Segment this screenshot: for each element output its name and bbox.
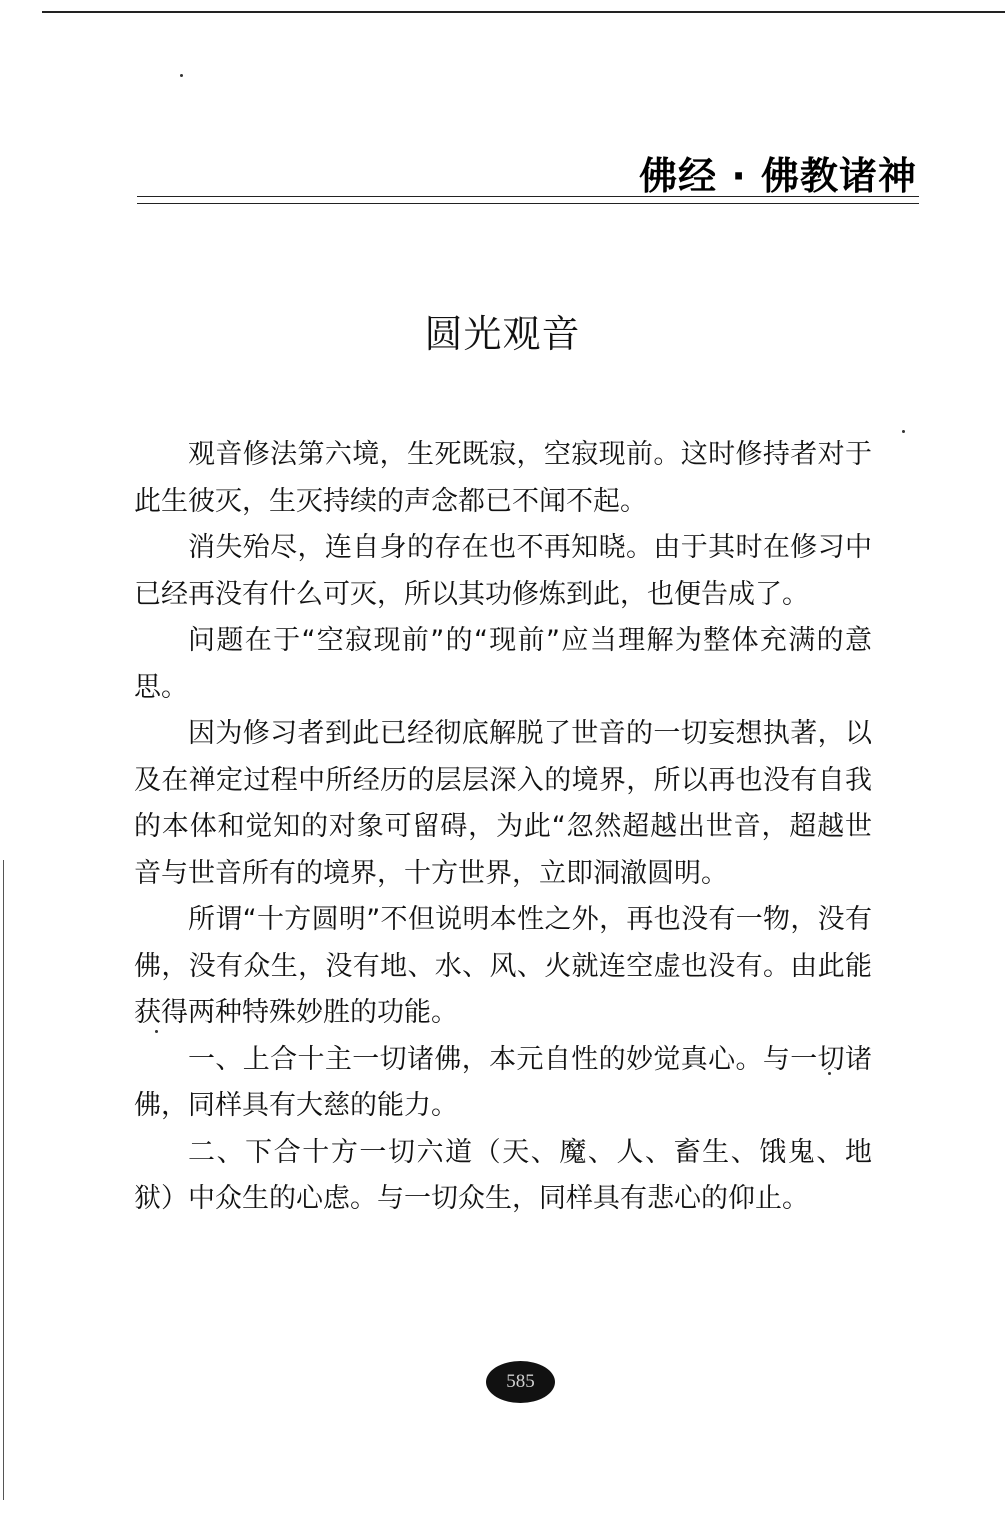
paragraph: 因为修习者到此已经彻底解脱了世音的一切妄想执著，以及在禅定过程中所经历的层层深入的境界，所以再也没有自我的本体和觉知的对象可留碍，为此“忽然超越出世音，超越世音与世音所有的境界，十方世界，立即洞澈圆明。 — [134, 718, 872, 889]
page-number: 585 — [486, 1361, 555, 1403]
header-rule — [137, 196, 919, 197]
scan-left-border — [3, 860, 4, 1500]
paragraph: 问题在于“空寂现前”的“现前”应当理解为整体充满的意思。 — [134, 625, 872, 703]
paragraph: 观音修法第六境，生死既寂，空寂现前。这时修持者对于此生彼灭，生灭持续的声念都已不闻不起。 — [134, 439, 872, 517]
paragraph: 二、下合十方一切六道（天、魔、人、畜生、饿鬼、地狱）中众生的心虑。与一切众生，同样具有悲心的仰止。 — [134, 1136, 872, 1214]
chapter-title: 圆光观音 — [424, 312, 581, 356]
header-rule — [137, 203, 919, 204]
paragraph: 一、上合十主一切诸佛，本元自性的妙觉真心。与一切诸佛，同样具有大慈的能力。 — [134, 1043, 872, 1121]
scan-speck — [180, 74, 183, 77]
scan-speck — [902, 430, 905, 433]
body-text — [134, 432, 872, 1223]
paragraph: 消失殆尽，连自身的存在也不再知晓。由于其时在修习中已经再没有什么可灭，所以其功修炼到此，也便告成了。 — [134, 532, 872, 610]
scan-top-border — [42, 11, 1005, 13]
running-header: 佛经 · 佛教诸神 — [639, 154, 917, 198]
paragraph: 所谓“十方圆明”不但说明本性之外，再也没有一物，没有佛，没有众生，没有地、水、风、火就连空虚也没有。由此能获得两种特殊妙胜的功能。 — [134, 904, 872, 1028]
